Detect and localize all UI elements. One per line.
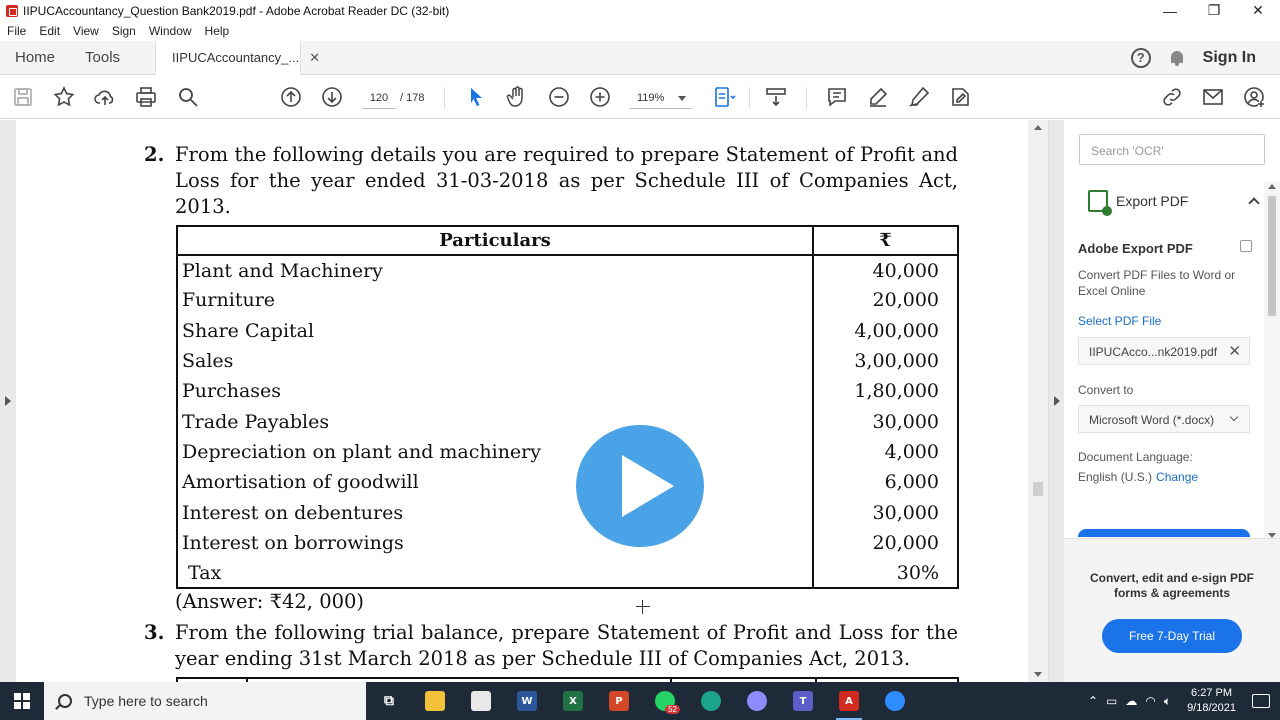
notification-center-icon[interactable] (1252, 694, 1270, 708)
table-row (177, 406, 958, 436)
row-label: Interest on borrowings (177, 528, 813, 558)
table-row (177, 558, 958, 588)
page-number-input[interactable]: 120 (362, 87, 396, 109)
page-total: / 178 (400, 92, 425, 104)
question-number: 3. (144, 621, 165, 644)
free-trial-button[interactable]: Free 7-Day Trial (1102, 619, 1242, 653)
export-pdf-icon (1088, 190, 1108, 212)
task-view-icon: ⧉ (384, 693, 394, 709)
question-text: From the following trial balance, prepare Statement of Profit and Loss for the year ending 31st March 2018 as per Schedule III of Companies Act, 2013. (175, 621, 958, 670)
play-icon (576, 425, 704, 547)
notification-badge: 52 (665, 705, 680, 714)
tab-bar (0, 41, 1280, 75)
store-bag-icon (471, 691, 491, 711)
answer-text: (Answer: ₹42, 000) (175, 590, 365, 613)
battery-icon[interactable]: ▭ (1106, 694, 1118, 708)
column-header-particulars: Particulars (177, 226, 813, 255)
scroll-down-icon[interactable] (1034, 672, 1042, 677)
row-label: Amortisation of goodwill (177, 467, 813, 497)
zoom-app-icon (885, 691, 905, 711)
table-row (177, 346, 958, 376)
copy-icon[interactable] (1240, 240, 1252, 252)
menu-bar (0, 21, 1280, 41)
row-label: Plant and Machinery (177, 255, 813, 285)
language-value: English (U.S.) (1078, 470, 1153, 484)
comment-icon[interactable] (825, 85, 849, 109)
browser-button[interactable] (734, 682, 780, 720)
chevron-right-icon (5, 396, 11, 406)
selected-file-name: IIPUCAcco...nk2019.pdf (1089, 345, 1218, 359)
question-3 (144, 620, 958, 672)
video-play-button[interactable] (567, 417, 713, 555)
task-view-button[interactable] (366, 682, 412, 720)
table-row (177, 255, 958, 285)
row-amount: 1,80,000 (813, 376, 958, 406)
scrollbar-thumb[interactable] (1033, 482, 1043, 496)
promo-section (1064, 538, 1280, 682)
store-button[interactable] (458, 682, 504, 720)
document-scrollbar[interactable] (1028, 120, 1048, 682)
table-row (177, 376, 958, 406)
export-pdf-label: Export PDF (1116, 193, 1189, 209)
row-label: Trade Payables (177, 406, 813, 436)
question-2 (144, 142, 958, 220)
table-row (177, 285, 958, 315)
tab-document[interactable] (155, 41, 321, 75)
mouse-cursor-icon (636, 600, 650, 614)
tools-pane (1064, 120, 1280, 682)
table-row (177, 497, 958, 527)
taskbar-search[interactable] (44, 682, 366, 720)
word-icon: W (517, 691, 537, 711)
browser-icon (747, 691, 767, 711)
play-triangle-icon (622, 455, 674, 517)
convert-to-value: Microsoft Word (*.docx) (1089, 413, 1215, 427)
document-tab-label: IIPUCAccountancy_... (172, 50, 300, 65)
close-tab-icon[interactable]: ✕ (309, 49, 321, 65)
table-row (177, 528, 958, 558)
question-text: From the following details you are required to prepare Statement of Profit and Loss for the year ended 31-03-2018 as per Schedule III of Companies Act, 2013. (175, 143, 958, 218)
row-amount: 3,00,000 (813, 346, 958, 376)
row-label: Sales (177, 346, 813, 376)
restore-button[interactable]: ❐ (1207, 2, 1221, 18)
clock-time: 6:27 PM (1191, 687, 1233, 699)
add-user-icon[interactable] (1242, 85, 1266, 109)
row-amount: 30,000 (813, 406, 958, 436)
close-button[interactable]: ✕ (1252, 2, 1264, 18)
menu-view[interactable]: View (73, 24, 99, 38)
row-amount: 30% (813, 558, 958, 588)
zoom-out-icon[interactable] (547, 85, 571, 109)
cloud-icon[interactable]: ☁ (1125, 694, 1138, 708)
page-display-icon[interactable] (712, 85, 736, 109)
document-viewport[interactable] (0, 120, 1048, 682)
menu-file[interactable]: File (7, 24, 27, 38)
system-tray (1088, 686, 1280, 716)
excel-button[interactable] (550, 682, 596, 720)
file-explorer-button[interactable] (412, 682, 458, 720)
windows-taskbar (0, 682, 1280, 720)
edge-button[interactable] (688, 682, 734, 720)
document-language (1078, 447, 1198, 487)
bookmark-star-icon[interactable] (52, 85, 76, 109)
start-button[interactable] (0, 682, 44, 720)
promo-text: Convert, edit and e-sign PDF forms & agreements (1089, 571, 1254, 600)
select-pdf-file-link[interactable]: Select PDF File (1078, 314, 1162, 328)
scrolling-mode-icon[interactable] (764, 85, 788, 109)
powerpoint-icon: P (609, 691, 629, 711)
scrollbar-thumb[interactable] (1268, 196, 1276, 316)
zoom-level-value: 119% (637, 92, 665, 104)
windows-logo-icon (14, 693, 30, 709)
tab-tools[interactable]: Tools (85, 49, 121, 66)
email-icon[interactable] (1201, 85, 1225, 109)
table-row (177, 437, 958, 467)
toolbar-divider (806, 87, 807, 109)
selected-file-field (1078, 337, 1250, 365)
chevron-up-icon[interactable]: ⌃ (1087, 694, 1099, 708)
tab-bar-actions (1131, 48, 1280, 68)
menu-help[interactable]: Help (204, 24, 230, 38)
scroll-up-icon[interactable] (1034, 125, 1042, 130)
sign-pen-icon[interactable] (907, 85, 931, 109)
teams-button[interactable] (780, 682, 826, 720)
volume-icon[interactable]: 🔈︎ (1163, 693, 1172, 708)
wifi-icon[interactable]: ◠ (1145, 694, 1156, 708)
sign-in-button[interactable]: Sign In (1202, 48, 1256, 66)
menu-window[interactable]: Window (148, 24, 192, 38)
find-magnifier-icon[interactable] (176, 85, 200, 109)
right-panel-toggle[interactable] (1048, 120, 1064, 682)
row-label: Purchases (177, 376, 813, 406)
row-amount: 4,000 (813, 437, 958, 467)
taskbar-clock[interactable] (1187, 686, 1236, 716)
scroll-up-icon[interactable] (1268, 184, 1276, 189)
highlight-pen-icon[interactable] (866, 85, 890, 109)
teams-icon: T (793, 691, 813, 711)
select-cursor-icon[interactable] (464, 85, 488, 109)
previous-page-icon[interactable] (279, 85, 303, 109)
zoom-button[interactable] (872, 682, 918, 720)
tab-home[interactable]: Home (15, 49, 56, 66)
convert-to-dropdown[interactable] (1078, 405, 1250, 433)
acrobat-button[interactable] (826, 682, 872, 720)
window-title: IIPUCAccountancy_Question Bank2019.pdf - Adobe Acrobat Reader DC (32-bit) (23, 3, 450, 18)
pdf-page (16, 120, 1028, 682)
acrobat-icon: A (839, 691, 859, 711)
chevron-up-icon[interactable] (1248, 197, 1259, 208)
word-button[interactable] (504, 682, 550, 720)
taskbar-search-placeholder: Type here to search (84, 693, 208, 709)
clock-date: 9/18/2021 (1187, 702, 1236, 714)
left-panel-toggle[interactable] (0, 120, 16, 682)
hand-tool-icon[interactable] (505, 85, 529, 109)
help-icon[interactable]: ? (1131, 48, 1151, 68)
row-amount: 4,00,000 (813, 316, 958, 346)
chevron-right-icon (1054, 396, 1060, 406)
table-row (177, 316, 958, 346)
tools-search-input[interactable]: Search 'OCR' (1079, 134, 1265, 165)
row-amount: 30,000 (813, 497, 958, 527)
title-bar (0, 0, 1280, 21)
chevron-down-icon (1230, 413, 1238, 421)
zoom-level-dropdown[interactable] (630, 87, 692, 109)
taskbar-apps (366, 682, 918, 720)
panel-description: Convert PDF Files to Word or Excel Online (1078, 268, 1236, 298)
acrobat-logo-icon (6, 5, 18, 17)
row-label: Share Capital (177, 316, 813, 346)
row-amount: 20,000 (813, 285, 958, 315)
row-amount: 20,000 (813, 528, 958, 558)
menu-edit[interactable]: Edit (39, 24, 61, 38)
toolbar (0, 75, 1280, 119)
remove-file-icon[interactable]: ✕ (1228, 343, 1241, 360)
panel-scrollbar[interactable] (1264, 182, 1280, 540)
minimize-button[interactable]: — (1163, 2, 1177, 19)
fill-sign-icon[interactable] (948, 85, 972, 109)
cloud-upload-icon[interactable] (93, 85, 117, 109)
row-label: Depreciation on plant and machinery (177, 437, 813, 467)
row-amount: 6,000 (813, 467, 958, 497)
share-link-icon[interactable] (1160, 85, 1184, 109)
change-language-link[interactable]: Change (1156, 470, 1199, 484)
row-amount: 40,000 (813, 255, 958, 285)
toolbar-divider (749, 87, 750, 109)
save-icon[interactable] (11, 85, 35, 109)
convert-button[interactable] (1078, 529, 1250, 537)
edge-icon (701, 691, 721, 711)
row-label: Interest on debentures (177, 497, 813, 527)
language-label: Document Language: (1078, 450, 1193, 464)
toolbar-divider (444, 87, 445, 109)
menu-sign[interactable]: Sign (111, 24, 136, 38)
export-pdf-header[interactable] (1088, 190, 1258, 212)
particulars-table (176, 225, 959, 589)
print-icon[interactable] (134, 85, 158, 109)
folder-icon (425, 691, 445, 711)
search-icon (58, 694, 72, 708)
column-header-amount: ₹ (813, 226, 958, 255)
question-number: 2. (144, 143, 165, 166)
excel-icon: X (563, 691, 583, 711)
chevron-down-icon (678, 96, 686, 101)
powerpoint-button[interactable] (596, 682, 642, 720)
whatsapp-button[interactable] (642, 682, 688, 720)
convert-to-label: Convert to (1078, 383, 1134, 397)
panel-title: Adobe Export PDF (1078, 241, 1193, 256)
row-label: Furniture (177, 285, 813, 315)
row-label: Tax (177, 558, 813, 588)
next-page-icon[interactable] (320, 85, 344, 109)
zoom-in-icon[interactable] (588, 85, 612, 109)
notification-bell-icon[interactable] (1169, 49, 1185, 67)
